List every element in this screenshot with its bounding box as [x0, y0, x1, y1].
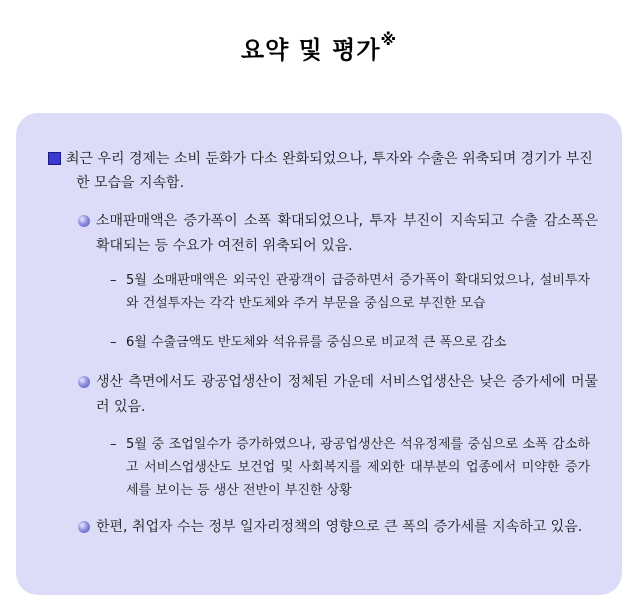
detail-text: 5월 중 조업일수가 증가하였으나, 광공업생산은 석유정제를 중심으로 소폭 감소하고 서비스업생산도 보건업 및 사회복지를 제외한 대부분의 업종에서 미약한 증가세를 보이는 등 생산 전반이 부진한 상황	[126, 437, 590, 498]
detail-text: 6월 수출금액도 반도체와 석유류를 중심으로 비교적 큰 폭으로 감소	[126, 335, 507, 350]
main-summary-item	[48, 147, 603, 195]
summary-panel	[16, 113, 622, 595]
dash-bullet: –	[110, 335, 117, 350]
title-text: 요약 및 평가	[240, 36, 381, 64]
main-summary-text: 최근 우리 경제는 소비 둔화가 다소 완화되었으나, 투자와 수출은 위축되며 경기가 부진한 모습을 지속함.	[66, 151, 593, 191]
square-bullet-icon	[48, 152, 61, 165]
detail-item	[110, 269, 590, 315]
page-title	[0, 30, 638, 65]
dash-bullet: –	[110, 437, 117, 452]
point-item	[78, 370, 598, 420]
circle-bullet-icon	[78, 376, 90, 388]
circle-bullet-icon	[78, 215, 90, 227]
detail-item	[110, 433, 590, 502]
detail-item	[110, 331, 590, 354]
dash-bullet: –	[110, 273, 117, 288]
reference-mark: ※	[380, 30, 398, 49]
circle-bullet-icon	[78, 521, 90, 533]
detail-text: 5월 소매판매액은 외국인 관광객이 급증하면서 증가폭이 확대되었으나, 설비투자와 건설투자는 각각 반도체와 주거 부문을 중심으로 부진한 모습	[126, 273, 590, 311]
point-item	[78, 515, 598, 540]
point-text: 생산 측면에서도 광공업생산이 정체된 가운데 서비스업생산은 낮은 증가세에 머물러 있음.	[96, 374, 598, 415]
point-text: 한편, 취업자 수는 정부 일자리정책의 영향으로 큰 폭의 증가세를 지속하고 있음.	[96, 519, 583, 535]
point-item	[78, 209, 598, 259]
point-text: 소매판매액은 증가폭이 소폭 확대되었으나, 투자 부진이 지속되고 수출 감소폭은 확대되는 등 수요가 여전히 위축되어 있음.	[96, 213, 598, 254]
